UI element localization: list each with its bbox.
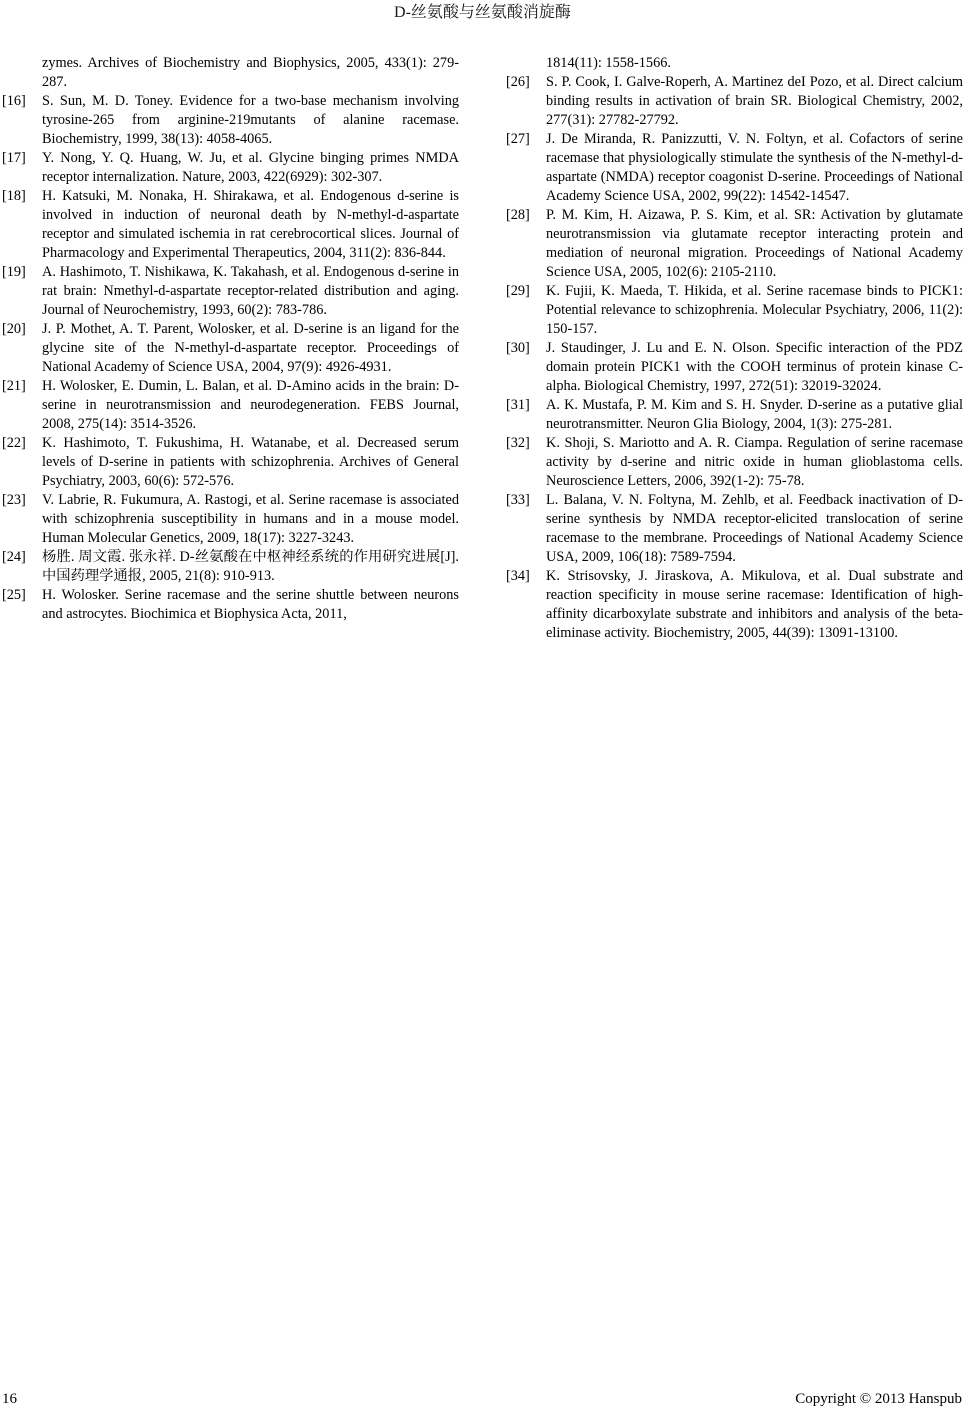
reference-item	[2, 586, 459, 624]
reference-number: [17]	[2, 150, 26, 166]
reference-text: L. Balana, V. N. Foltyna, M. Zehlb, et al. Feedback inactivation of D-serine synthesis by NMDA receptor-elicited translocation of serine racemase to the membrane. Proceedings of National Academy Science USA, 2009, 106(18): 7589-7594.	[546, 492, 963, 565]
reference-text: K. Strisovsky, J. Jiraskova, A. Mikulova, et al. Dual substrate and reaction specificity in mouse serine racemase: Identification of high-affinity dicarboxylate substrate and inhibitors and analysis of the beta-eliminase activity. Biochemistry, 2005, 44(39): 13091-13100.	[546, 568, 963, 641]
reference-number: [18]	[2, 188, 26, 204]
reference-item	[506, 567, 963, 643]
reference-number: [24]	[2, 549, 26, 565]
reference-text: H. Wolosker, E. Dumin, L. Balan, et al. D-Amino acids in the brain: D-serine in neurotransmission and neurodegeneration. FEBS Journal, 2008, 275(14): 3514-3526.	[42, 378, 459, 432]
reference-text: S. P. Cook, I. Galve-Roperh, A. Martinez deI Pozo, et al. Direct calcium binding results in activation of brain SR. Biological Chemistry, 2002, 277(31): 27782-27792.	[546, 74, 963, 128]
reference-item	[2, 377, 459, 434]
reference-text: A. Hashimoto, T. Nishikawa, K. Takahash, et al. Endogenous d-serine in rat brain: Nmethyl-d-aspartate receptor-related distribution and aging. Journal of Neurochemistry, 1993, 60(2): 783-786.	[42, 264, 459, 318]
reference-item	[506, 396, 963, 434]
reference-text: P. M. Kim, H. Aizawa, P. S. Kim, et al. SR: Activation by glutamate neurotransmission via glutamate receptor interacting protein and mediation of neuronal migration. Proceedings of National Academy Science USA, 2005, 102(6): 2105-2110.	[546, 207, 963, 280]
reference-item	[2, 491, 459, 548]
reference-continuation: 1814(11): 1558-1566.	[546, 55, 671, 71]
references-column-right	[506, 54, 963, 643]
reference-number: [20]	[2, 321, 26, 337]
reference-number: [32]	[506, 435, 530, 451]
reference-number: [29]	[506, 283, 530, 299]
reference-text: J. Staudinger, J. Lu and E. N. Olson. Specific interaction of the PDZ domain protein PICK1 with the COOH terminus of protein kinase C-alpha. Biological Chemistry, 1997, 272(51): 32019-32024.	[546, 340, 963, 394]
reference-item	[506, 206, 963, 282]
reference-continuation: zymes. Archives of Biochemistry and Biophysics, 2005, 433(1): 279-287.	[42, 55, 459, 90]
reference-text: K. Fujii, K. Maeda, T. Hikida, et al. Serine racemase binds to PICK1: Potential relevance to schizophrenia. Molecular Psychiatry, 2006, 11(2): 150-157.	[546, 283, 963, 337]
copyright-notice: Copyright © 2013 Hanspub	[795, 1391, 962, 1407]
reference-number: [23]	[2, 492, 26, 508]
reference-item	[2, 92, 459, 149]
reference-number: [26]	[506, 74, 530, 90]
reference-number: [31]	[506, 397, 530, 413]
reference-text: Y. Nong, Y. Q. Huang, W. Ju, et al. Glycine binging primes NMDA receptor internalization. Nature, 2003, 422(6929): 302-307.	[42, 150, 459, 185]
reference-text: J. P. Mothet, A. T. Parent, Wolosker, et al. D-serine is an ligand for the glycine site of the N-methyl-d-aspartate receptor. Proceedings of National Academy of Science USA, 2004, 97(9): 4926-4931.	[42, 321, 459, 375]
reference-number: [22]	[2, 435, 26, 451]
page-number: 16	[2, 1391, 17, 1407]
reference-item	[506, 339, 963, 396]
page-footer	[2, 1389, 962, 1409]
reference-number: [34]	[506, 568, 530, 584]
reference-item	[2, 434, 459, 491]
reference-text: J. De Miranda, R. Panizzutti, V. N. Foltyn, et al. Cofactors of serine racemase that physiologically stimulate the synthesis of the N-methyl-d-aspartate (NMDA) receptor coagonist D-serine. Proceedings of National Academy Science USA, 2002, 99(22): 14542-14547.	[546, 131, 963, 204]
reference-item	[506, 491, 963, 567]
reference-item	[2, 149, 459, 187]
reference-text: K. Shoji, S. Mariotto and A. R. Ciampa. Regulation of serine racemase activity by d-serine and nitric oxide in human glioblastoma cells. Neuroscience Letters, 2006, 392(1-2): 75-78.	[546, 435, 963, 489]
reference-text: V. Labrie, R. Fukumura, A. Rastogi, et al. Serine racemase is associated with schizophrenia susceptibility in humans and in a mouse model. Human Molecular Genetics, 2009, 18(17): 3227-3243.	[42, 492, 459, 546]
references-section	[2, 54, 963, 643]
reference-item	[506, 282, 963, 339]
reference-item	[2, 263, 459, 320]
reference-item	[506, 73, 963, 130]
reference-item	[506, 434, 963, 491]
reference-text: H. Katsuki, M. Nonaka, H. Shirakawa, et al. Endogenous d-serine is involved in induction of neuronal death by N-methyl-d-aspartate receptor and simulated ischemia in rat cerebrocortical slices. Journal of Pharmacology and Experimental Therapeutics, 2004, 311(2): 836-844.	[42, 188, 459, 261]
reference-text: K. Hashimoto, T. Fukushima, H. Watanabe, et al. Decreased serum levels of D-serine in patients with schizophrenia. Archives of General Psychiatry, 2003, 60(6): 572-576.	[42, 435, 459, 489]
reference-number: [27]	[506, 131, 530, 147]
reference-text: 杨胜. 周文霞. 张永祥. D-丝氨酸在中枢神经系统的作用研究进展[J]. 中国药理学通报, 2005, 21(8): 910-913.	[42, 549, 459, 584]
reference-text: A. K. Mustafa, P. M. Kim and S. H. Snyder. D-serine as a putative glial neurotransmitter. Neuron Glia Biology, 2004, 1(3): 275-281.	[546, 397, 963, 432]
reference-number: [21]	[2, 378, 26, 394]
reference-item	[2, 548, 459, 586]
reference-text: H. Wolosker. Serine racemase and the serine shuttle between neurons and astrocytes. Biochimica et Biophysica Acta, 2011,	[42, 587, 459, 622]
references-column-left	[2, 54, 459, 643]
reference-number: [28]	[506, 207, 530, 223]
reference-item	[2, 187, 459, 263]
reference-number: [33]	[506, 492, 530, 508]
reference-number: [16]	[2, 93, 26, 109]
reference-item	[506, 130, 963, 206]
reference-number: [25]	[2, 587, 26, 603]
page-header-title: D-丝氨酸与丝氨酸消旋酶	[394, 4, 571, 21]
reference-number: [19]	[2, 264, 26, 280]
reference-item	[2, 320, 459, 377]
reference-text: S. Sun, M. D. Toney. Evidence for a two-base mechanism involving tyrosine-265 from arginine-219mutants of alanine racemase. Biochemistry, 1999, 38(13): 4058-4065.	[42, 93, 459, 147]
reference-number: [30]	[506, 340, 530, 356]
